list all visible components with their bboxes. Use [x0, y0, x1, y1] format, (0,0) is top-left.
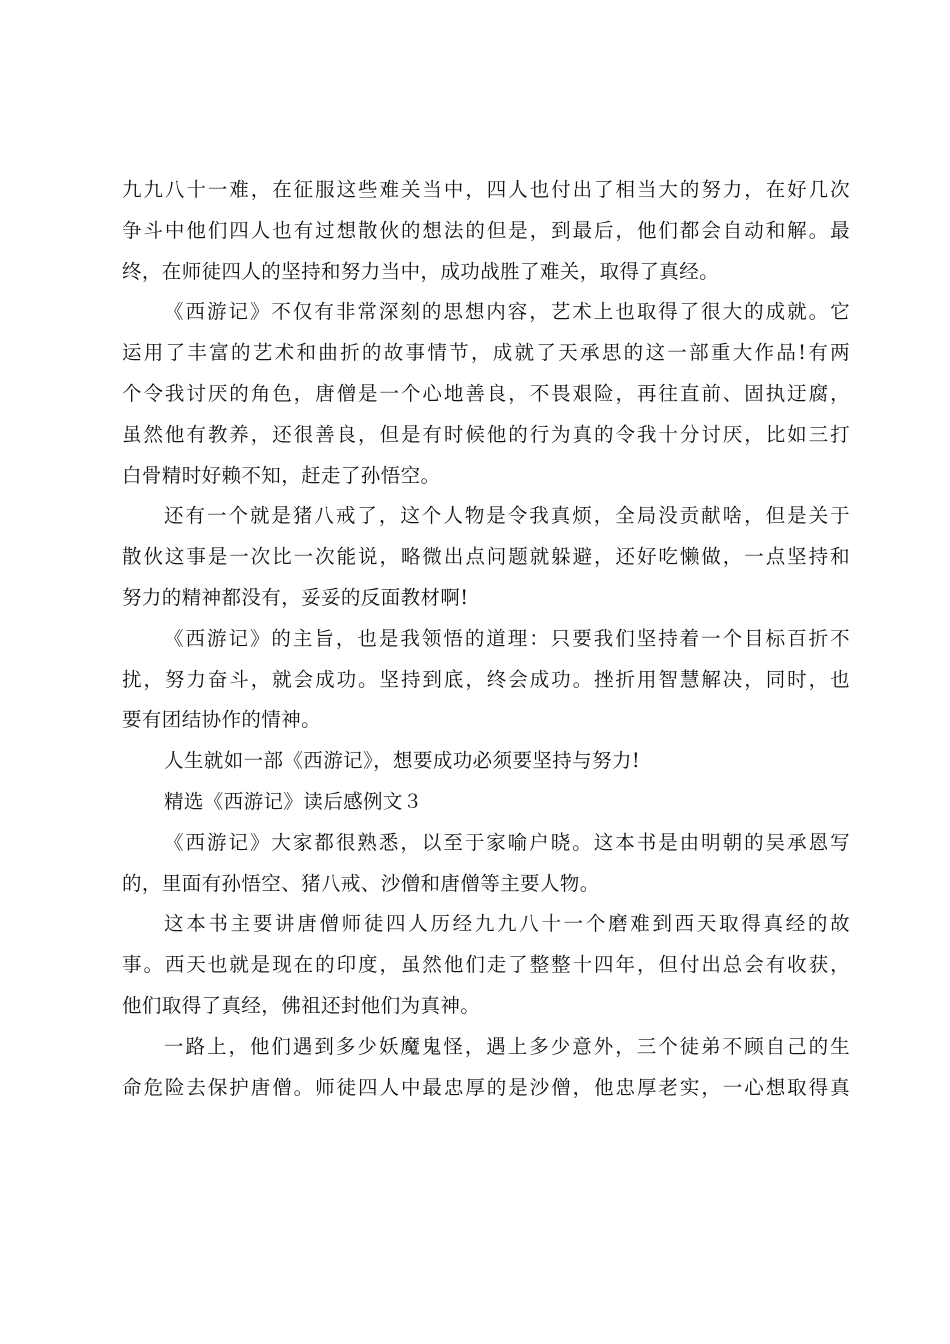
- document-body: [122, 170, 850, 1108]
- text-line: 个令我讨厌的角色，唐僧是一个心地善良，不畏艰险，再往直前、固执迂腐，: [122, 381, 850, 405]
- text-line: 扰，努力奋斗，就会成功。坚持到底，终会成功。挫折用智慧解决，同时，也: [122, 667, 850, 691]
- text-line: 的，里面有孙悟空、猪八戒、沙僧和唐僧等主要人物。: [122, 871, 600, 895]
- text-line: 命危险去保护唐僧。师徒四人中最忠厚的是沙僧，他忠厚老实，一心想取得真: [122, 1075, 850, 1099]
- paragraph-first-line: 这本书主要讲唐僧师徒四人历经九九八十一个磨难到西天取得真经的故: [164, 912, 850, 936]
- paragraph-first-line: 还有一个就是猪八戒了，这个人物是令我真烦，全局没贡献啥，但是关于: [164, 504, 850, 528]
- paragraph-first-line: 一路上，他们遇到多少妖魔鬼怪，遇上多少意外，三个徒弟不顾自己的生: [164, 1034, 850, 1058]
- text-line: 事。西天也就是现在的印度，虽然他们走了整整十四年，但付出总会有收获，: [122, 953, 850, 977]
- text-line: 运用了丰富的艺术和曲折的故事情节，成就了天承思的这一部重大作品!有两: [122, 341, 850, 365]
- paragraph-first-line: 《西游记》大家都很熟悉，以至于家喻户晓。这本书是由明朝的吴承恩写: [164, 830, 850, 854]
- paragraph-first-line: 人生就如一部《西游记》，想要成功必须要坚持与努力!: [164, 749, 641, 773]
- paragraph-first-line: 《西游记》的主旨，也是我领悟的道理：只要我们坚持着一个目标百折不: [164, 626, 850, 650]
- text-line: 九九八十一难，在征服这些难关当中，四人也付出了相当大的努力，在好几次: [122, 178, 850, 201]
- text-line: 他们取得了真经，佛祖还封他们为真神。: [122, 993, 481, 1017]
- text-line: 散伙这事是一次比一次能说，略微出点问题就躲避，还好吃懒做，一点坚持和: [122, 545, 850, 569]
- text-line: 终，在师徒四人的坚持和努力当中，成功战胜了难关，取得了真经。: [122, 259, 720, 283]
- text-line: 虽然他有教养，还很善良，但是有时候他的行为真的令我十分讨厌，比如三打: [122, 422, 850, 446]
- text-line: 争斗中他们四人也有过想散伙的想法的但是，到最后，他们都会自动和解。最: [122, 218, 850, 242]
- text-line: 要有团结协作的情神。: [122, 708, 322, 732]
- text-line: 努力的精神都没有，妥妥的反面教材啊!: [122, 585, 469, 609]
- paragraph-first-line: 《西游记》不仅有非常深刻的思想内容，艺术上也取得了很大的成就。它: [164, 300, 850, 324]
- section-heading: 精选《西游记》读后感例文３: [164, 789, 423, 813]
- text-line: 白骨精时好赖不知，赶走了孙悟空。: [122, 463, 441, 487]
